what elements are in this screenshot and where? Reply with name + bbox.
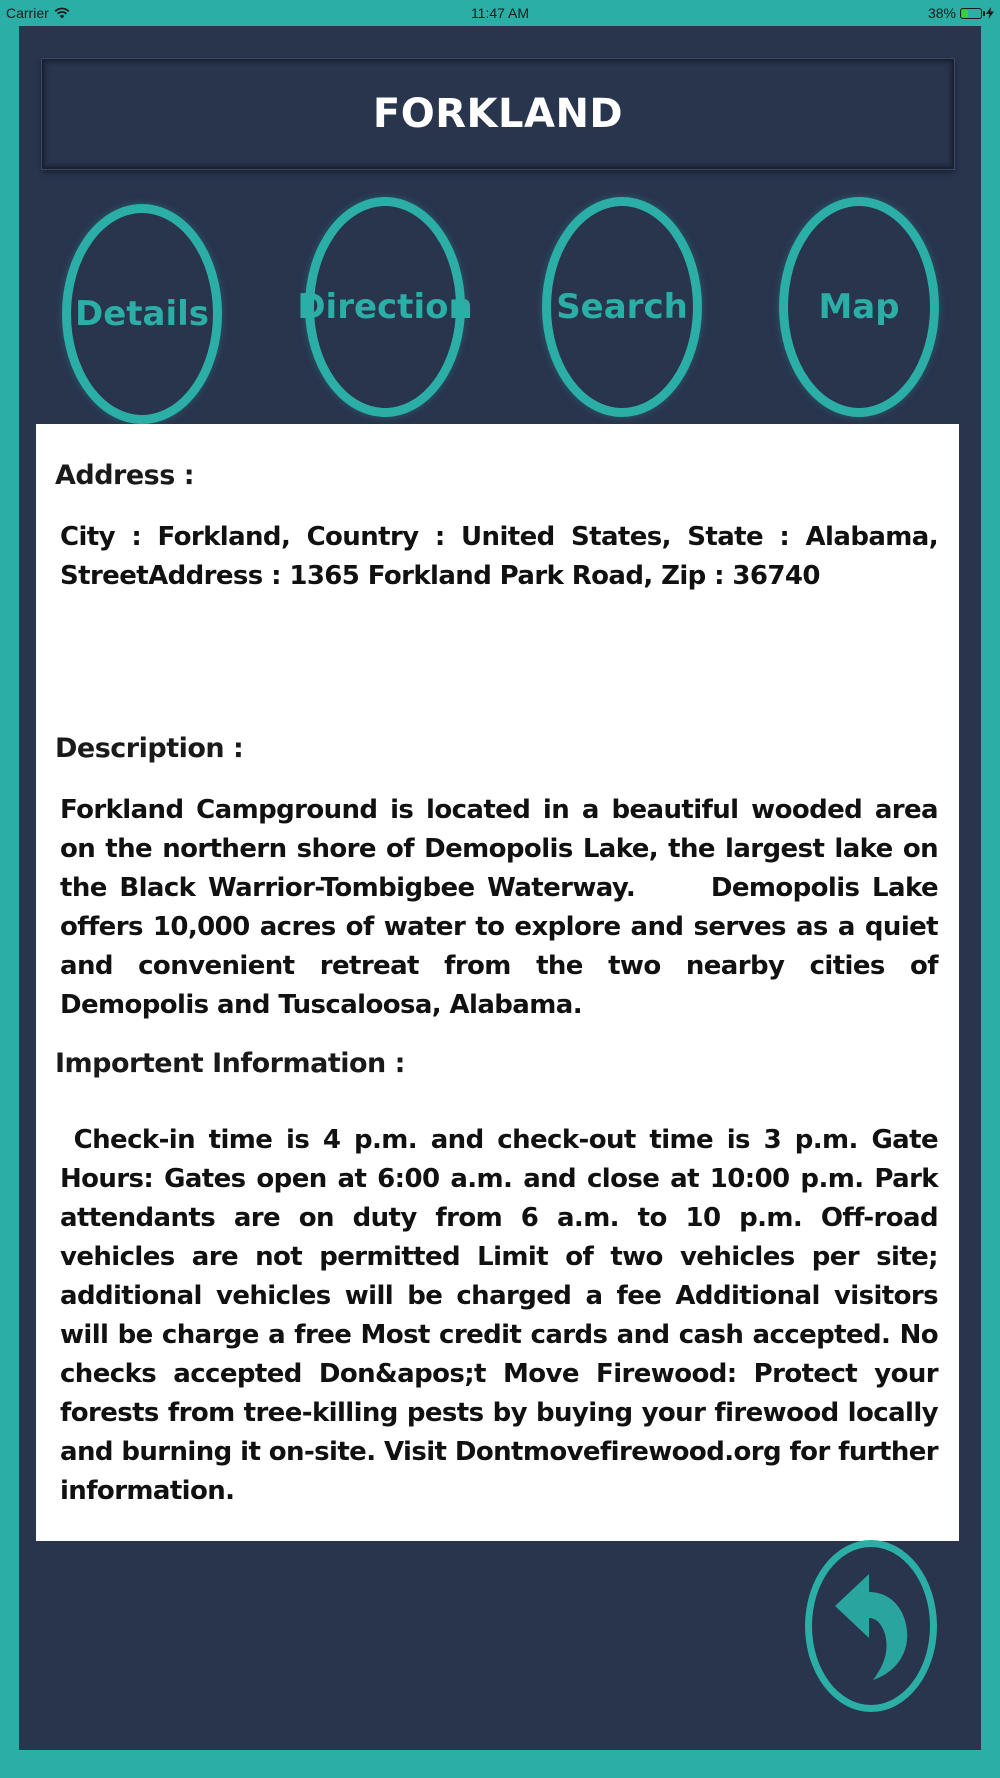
back-button[interactable] bbox=[805, 1540, 937, 1712]
page-title: FORKLAND bbox=[372, 91, 624, 137]
details-button-label: Details bbox=[74, 294, 210, 334]
map-button-label: Map bbox=[818, 287, 900, 327]
details-button[interactable] bbox=[62, 204, 222, 424]
carrier-label: Carrier bbox=[6, 5, 49, 21]
main-panel bbox=[19, 26, 981, 1750]
title-banner bbox=[42, 59, 954, 169]
status-bar bbox=[0, 0, 1000, 26]
details-card bbox=[36, 424, 959, 1541]
direction-button[interactable] bbox=[297, 197, 473, 417]
battery-icon bbox=[960, 8, 982, 19]
charging-bolt-icon bbox=[986, 7, 994, 19]
search-button-label: Search bbox=[556, 287, 688, 327]
back-arrow-icon bbox=[829, 1568, 913, 1684]
address-text: City : Forkland, Country : United States, State : Alabama, StreetAddress : 1365 Forkland Park Road, Zip : 36740 bbox=[60, 522, 938, 591]
map-button[interactable] bbox=[779, 197, 939, 417]
description-heading: Description : bbox=[55, 733, 244, 764]
battery-fill bbox=[962, 10, 968, 17]
important-info-heading: Importent Information : bbox=[55, 1048, 405, 1079]
status-time: 11:47 AM bbox=[470, 5, 530, 21]
important-info-text: Check-in time is 4 p.m. and check-out time is 3 p.m. Gate Hours: Gates open at 6:00 a.m. and close at 10:00 p.m. Park attendants are on duty from 6 a.m. to 10 p.m. Off-road vehicles are not permitted Limit of two vehicles per site; additional vehicles will be charged a fee Additional visitors will be charge a free Most credit cards and cash accepted. No checks accepted Don&apos;t Move Firewood: Protect your forests from tree-killing pests by buying your firewood locally and burning it on-site. Visit Dontmovefirewood.org for further information. bbox=[60, 1125, 938, 1506]
battery-group bbox=[928, 5, 994, 21]
address-heading: Address : bbox=[55, 460, 195, 491]
direction-button-label: Direction bbox=[297, 287, 473, 327]
search-button[interactable] bbox=[542, 197, 702, 417]
description-text: Forkland Campground is located in a beautiful wooded area on the northern shore of Demopolis Lake, the largest lake on the Black Warrior-Tombigbee Waterway. Demopolis Lake offers 10,000 acres of water to explore and serves as a quiet and convenient retreat from the two nearby cities of Demopolis and Tuscaloosa, Alabama. bbox=[60, 795, 938, 1020]
battery-percent: 38% bbox=[927, 5, 956, 21]
